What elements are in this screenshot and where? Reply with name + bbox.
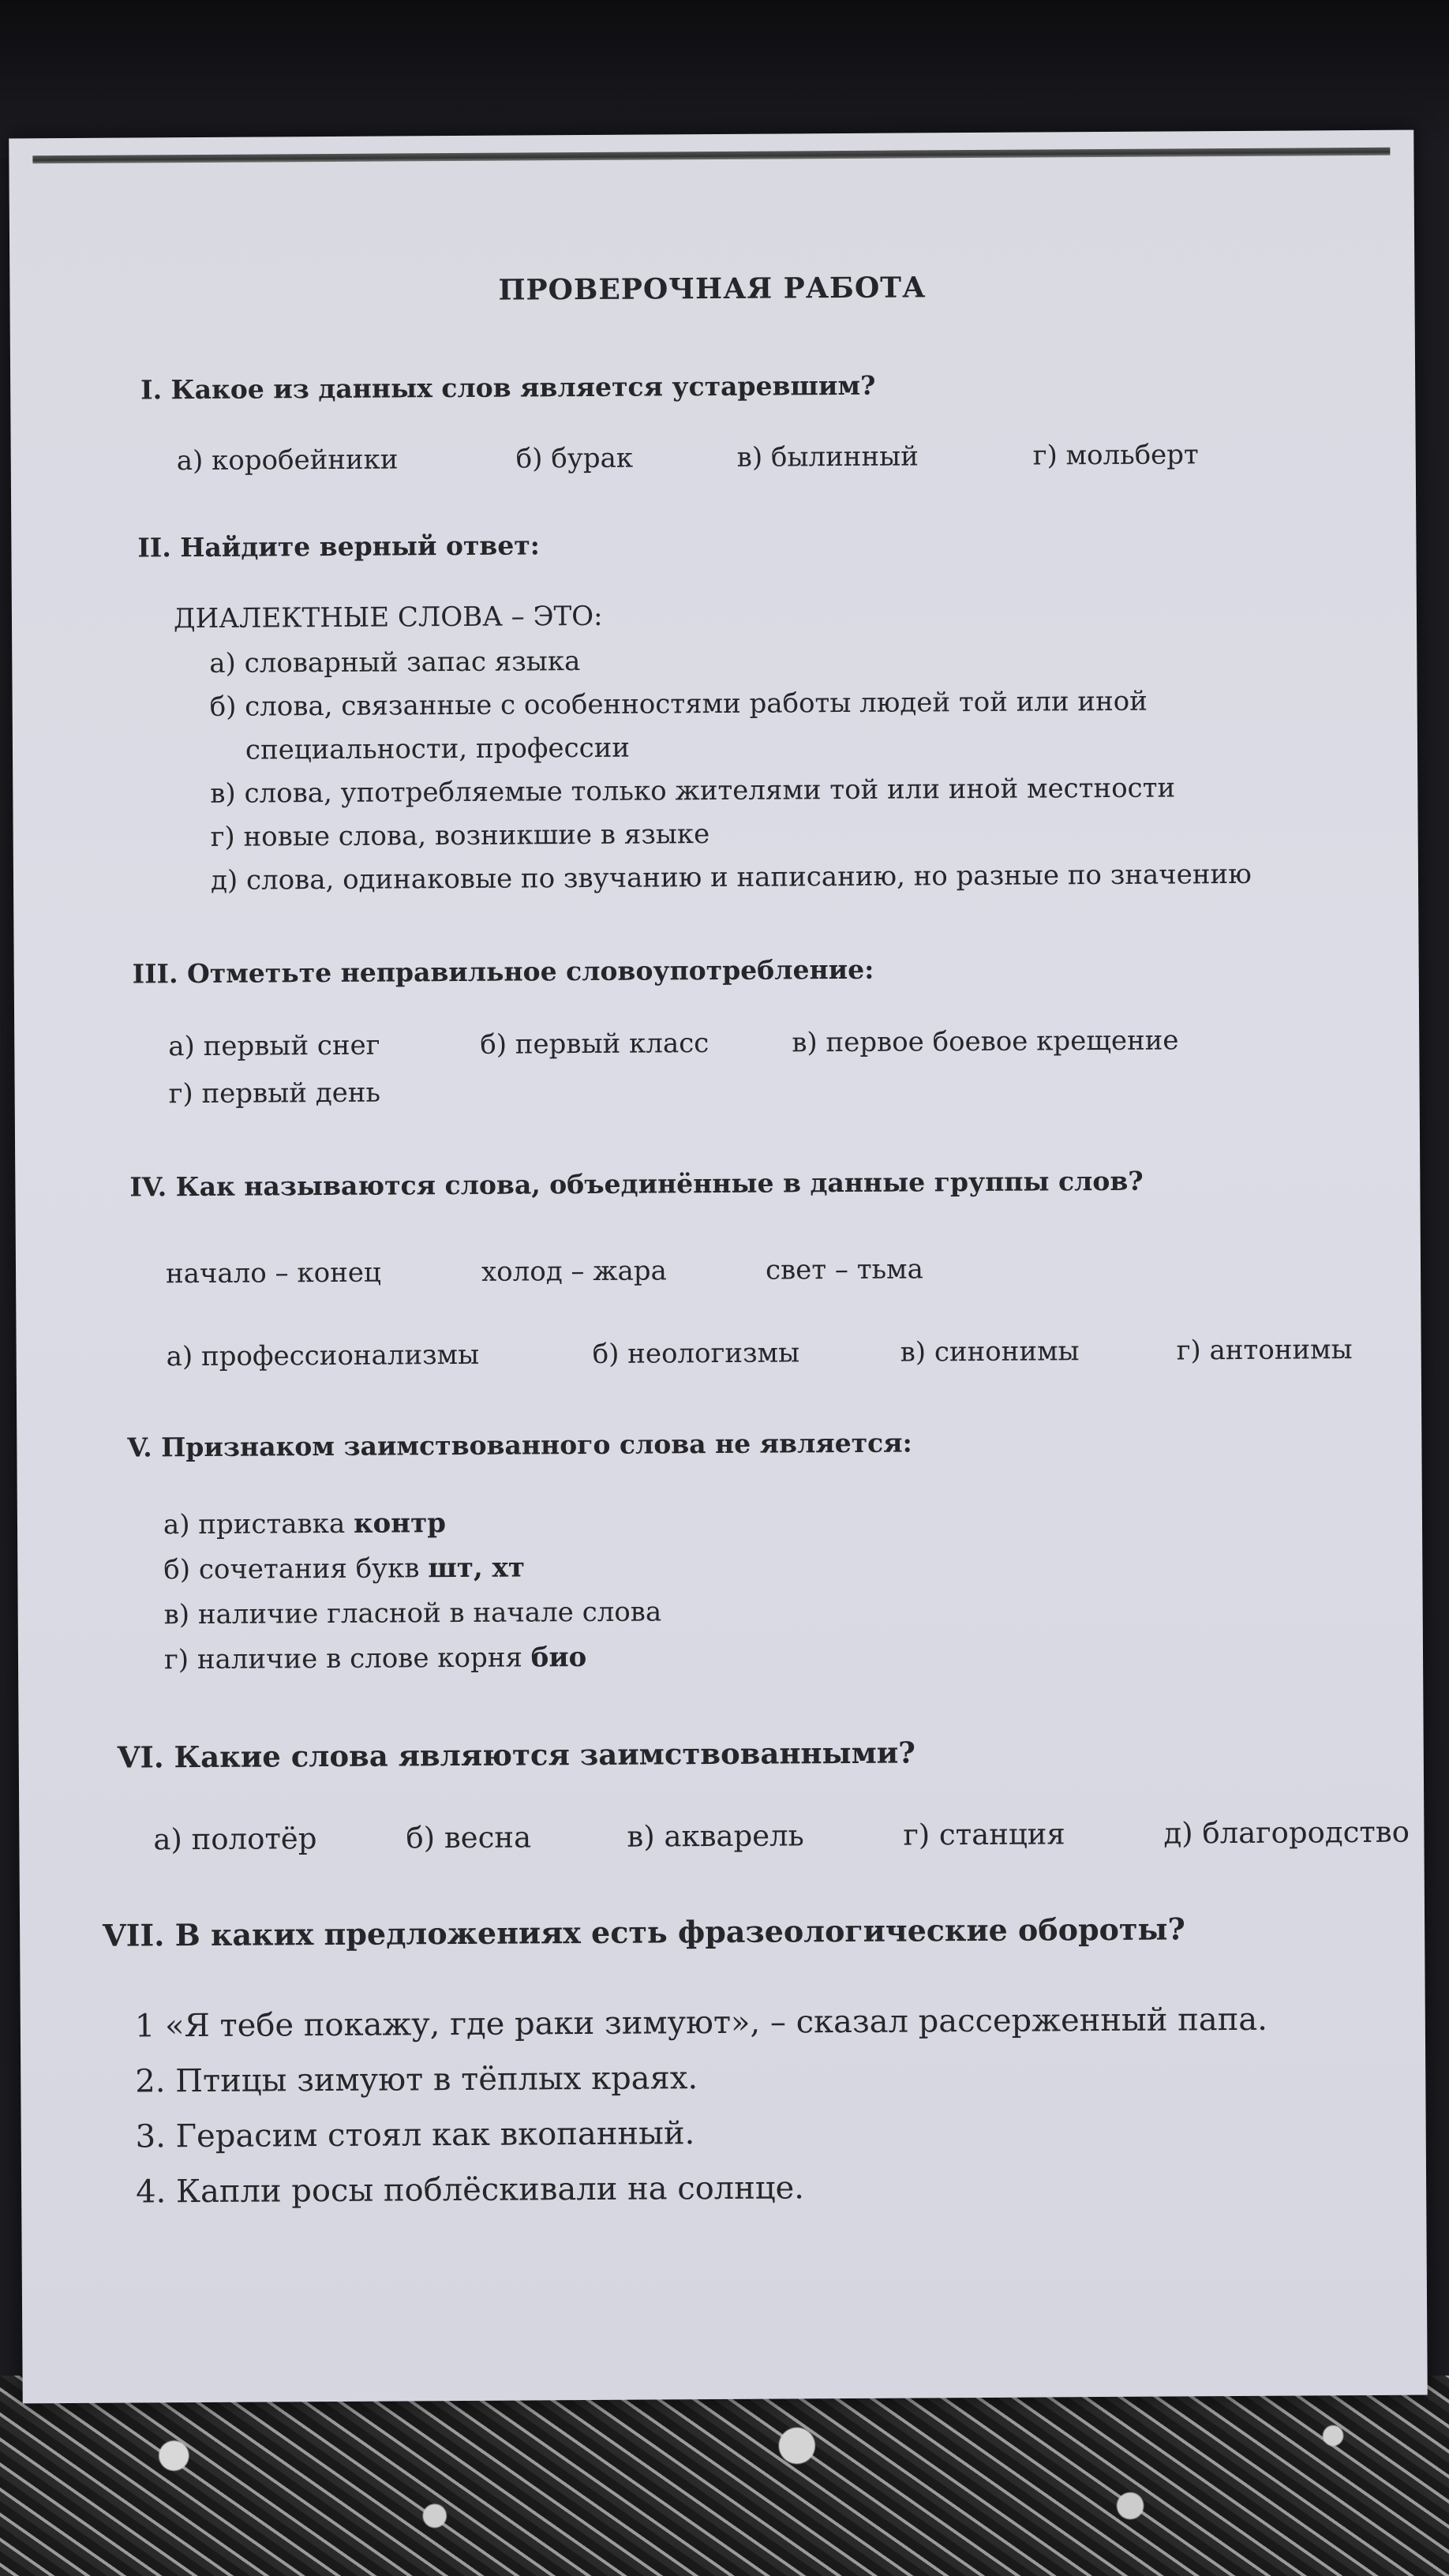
- q7-sentence-3: 3. Герасим стоял как вкопанный.: [135, 2115, 695, 2155]
- q2-option-b-cont: специальности, профессии: [245, 732, 631, 766]
- q2-option-d: г) новые слова, возникшие в языке: [210, 818, 710, 853]
- question-1: I. Какое из данных слов является устаревшим?: [140, 369, 876, 406]
- q6-option-d: г) станция: [903, 1817, 1065, 1852]
- q3-option-c: в) первое боевое крещение: [792, 1024, 1179, 1059]
- background-fabric: [0, 2376, 1449, 2576]
- q3-option-b: б) первый класс: [480, 1028, 710, 1061]
- q6-option-e: д) благородство: [1163, 1814, 1410, 1851]
- q4-group-3: свет – тьма: [765, 1253, 923, 1286]
- q2-prompt: ДИАЛЕКТНЫЕ СЛОВА – ЭТО:: [173, 600, 603, 635]
- q1-option-c: в) былинный: [736, 440, 919, 474]
- worksheet-title: ПРОВЕРОЧНАЯ РАБОТА: [498, 271, 927, 307]
- q5-option-b: б) сочетания букв шт, хт: [163, 1552, 526, 1586]
- q2-option-a: а) словарный запас языка: [209, 646, 581, 680]
- q4-option-b: б) неологизмы: [592, 1337, 800, 1370]
- paper-sheet: [9, 130, 1427, 2404]
- q4-group-1: начало – конец: [165, 1256, 381, 1290]
- question-5: V. Признаком заимствованного слова не является:: [127, 1427, 912, 1463]
- question-4: IV. Как называются слова, объединённые в данные группы слов?: [129, 1165, 1144, 1203]
- question-7: VII. В каких предложениях есть фразеологические обороты?: [103, 1911, 1185, 1953]
- q1-option-a: а) коробейники: [176, 444, 399, 477]
- q6-option-b: б) весна: [406, 1820, 532, 1855]
- q4-group-2: холод – жара: [481, 1255, 668, 1288]
- q7-sentence-1: 1 «Я тебе покажу, где раки зимуют», – сказал рассерженный папа.: [134, 2001, 1268, 2045]
- q4-option-a: а) профессионализмы: [166, 1339, 480, 1373]
- q3-option-d: г) первый день: [168, 1076, 381, 1110]
- q1-option-d: г) мольберт: [1032, 439, 1199, 472]
- q6-option-a: а) полотёр: [153, 1822, 317, 1857]
- q7-sentence-2: 2. Птицы зимуют в тёплых краях.: [135, 2060, 698, 2100]
- q7-sentence-4: 4. Капли росы поблёскивали на солнце.: [136, 2170, 805, 2211]
- q4-option-d: г) антонимы: [1176, 1334, 1353, 1367]
- worksheet-content: [9, 130, 1427, 2404]
- q2-option-b: б) слова, связанные с особенностями работы людей той или иной: [209, 685, 1148, 723]
- q6-option-c: в) акварель: [627, 1818, 804, 1854]
- q5-option-a: а) приставка контр: [163, 1507, 447, 1541]
- q5-option-d: г) наличие в слове корня био: [163, 1642, 587, 1676]
- q4-option-c: в) синонимы: [900, 1335, 1080, 1368]
- q2-option-e: д) слова, одинаковые по звучанию и написанию, но разные по значению: [210, 858, 1252, 897]
- q5-option-c: в) наличие гласной в начале слова: [163, 1596, 662, 1631]
- question-3: III. Отметьте неправильное словоупотребление:: [132, 953, 874, 990]
- question-6: VI. Какие слова являются заимствованными?: [117, 1735, 916, 1775]
- question-2: II. Найдите верный ответ:: [137, 530, 541, 564]
- q3-option-a: а) первый снег: [168, 1029, 380, 1063]
- q2-option-c: в) слова, употребляемые только жителями той или иной местности: [210, 772, 1176, 810]
- q1-option-b: б) бурак: [515, 442, 634, 475]
